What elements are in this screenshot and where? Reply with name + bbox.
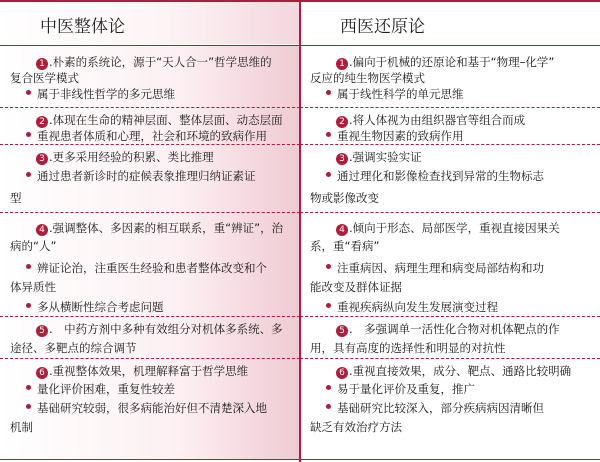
group-sub-item: 属于非线性哲学的多元思维 xyxy=(37,87,175,101)
bullet-dot xyxy=(326,385,331,390)
header-western-reductionism: 西医还原论 xyxy=(300,2,600,44)
group-main-text: . 多强调单一活性化合物对机体靶点的作 xyxy=(349,322,560,336)
group-main-text: .强调整体、多因素的相互联系，重“辨证”，治 xyxy=(49,221,284,235)
group-main-text: . 中药方剂中多种有效组分对机体多系统、多 xyxy=(49,322,283,336)
western-group-2 xyxy=(300,112,600,145)
number-badge: 5 xyxy=(36,325,48,337)
column-western xyxy=(300,46,600,459)
group-main-text: .偏向于机械的还原论和基于“物理–化学” xyxy=(349,55,555,69)
group-sub-item: 重视生物因素的致病作用 xyxy=(337,129,464,143)
group-main-text-cont: 反应的纯生物医学模式 xyxy=(310,71,425,85)
header-tcm-holism: 中医整体论 xyxy=(0,2,300,44)
group-main-text: .将人体视为由组织器官等组合而成 xyxy=(349,113,526,127)
bullet-dot xyxy=(26,172,31,177)
group-sub-item: 重视患者体质和心理，社会和环境的致病作用 xyxy=(37,129,267,143)
tcm-group-4 xyxy=(0,217,300,317)
bullet-dot xyxy=(26,90,31,95)
number-badge: 2 xyxy=(336,116,348,128)
bullet-dot xyxy=(26,264,31,269)
group-sub-item: 通过患者新诊时的症候表象推理归纳证素证 xyxy=(37,169,256,183)
western-group-6 xyxy=(300,363,600,459)
group-sub-item: 重视疾病纵向发生发展演变过程 xyxy=(337,300,498,314)
bullet-dot xyxy=(326,303,331,308)
tcm-group-1 xyxy=(0,54,300,108)
group-sub-item: 多从横断性综合考虑问题 xyxy=(37,300,164,314)
number-badge: 5 xyxy=(336,325,348,337)
group-sub-item: 通过理化和影像检查找到异常的生物标志 xyxy=(337,169,544,183)
bullet-dot xyxy=(326,404,331,409)
group-sub-item: 辨证论治，注重医生经验和患者整体改变和个 xyxy=(37,261,267,275)
group-main-text: .重视整体效果，机理解释富于哲学思维 xyxy=(49,364,249,378)
bullet-dot xyxy=(26,404,31,409)
group-sub-item-cont: 体异质性 xyxy=(10,280,56,294)
tcm-group-5 xyxy=(0,321,300,359)
group-main-text-cont: 系，重“看病” xyxy=(310,239,380,253)
group-sub-item: 基础研究比较深入，部分疾病病因清晰但 xyxy=(337,401,544,415)
group-sub-item-cont: 能改变及群体证据 xyxy=(310,280,402,294)
bullet-dot xyxy=(26,303,31,308)
number-badge: 1 xyxy=(336,58,348,70)
group-main-text: .倾向于形态、局部医学，重视直接因果关 xyxy=(349,221,560,235)
group-sub-item-cont: 机制 xyxy=(10,420,33,434)
group-sub-item: 注重病因、病理生理和病变局部结构和功 xyxy=(337,261,544,275)
group-sub-item: 量化评价困难，重复性较差 xyxy=(37,382,175,396)
number-badge: 6 xyxy=(36,367,48,379)
group-main-text: .体现在生命的精神层面、整体层面、动态层面 xyxy=(49,113,283,127)
number-badge: 2 xyxy=(36,116,48,128)
number-badge: 4 xyxy=(336,224,348,236)
bullet-dot xyxy=(326,264,331,269)
group-main-text-cont: 用，具有高度的选择性和明显的对抗性 xyxy=(310,341,506,355)
number-badge: 3 xyxy=(36,153,48,165)
bullet-dot xyxy=(26,132,31,137)
group-sub-item-cont: 型 xyxy=(10,191,22,205)
group-sub-item-cont: 缺乏有效治疗方法 xyxy=(310,420,402,434)
column-tcm xyxy=(0,46,300,459)
group-main-text: .强调实验实证 xyxy=(349,150,422,164)
group-sub-item: 属于线性科学的单元思维 xyxy=(337,87,464,101)
bullet-dot xyxy=(326,90,331,95)
number-badge: 3 xyxy=(336,153,348,165)
western-group-3 xyxy=(300,149,600,213)
group-main-text: .更多采用经验的积累、类比推理 xyxy=(49,150,214,164)
group-main-text: .朴素的系统论，源于“天人合一”哲学思维的 xyxy=(49,55,272,69)
group-sub-item: 基础研究较弱，很多病能治好但不清楚深入地 xyxy=(37,401,267,415)
bullet-dot xyxy=(326,132,331,137)
column-divider xyxy=(299,2,301,462)
bullet-dot xyxy=(326,172,331,177)
group-main-text-cont: 病的“人” xyxy=(10,239,57,253)
tcm-group-6 xyxy=(0,363,300,459)
tcm-group-3 xyxy=(0,149,300,213)
number-badge: 1 xyxy=(36,58,48,70)
tcm-group-2 xyxy=(0,112,300,145)
group-sub-item-cont: 物或影像改变 xyxy=(310,191,379,205)
bullet-dot xyxy=(26,385,31,390)
number-badge: 4 xyxy=(36,224,48,236)
group-main-text: .重视直接效果，成分、靶点、通路比较明确 xyxy=(349,364,572,378)
group-main-text-cont: 途径、多靶点的综合调节 xyxy=(10,341,137,355)
group-main-text-cont: 复合医学模式 xyxy=(10,71,79,85)
western-group-4 xyxy=(300,217,600,317)
group-sub-item: 易于量化评价及重复，推广 xyxy=(337,382,475,396)
western-group-1 xyxy=(300,54,600,108)
number-badge: 6 xyxy=(336,367,348,379)
western-group-5 xyxy=(300,321,600,359)
